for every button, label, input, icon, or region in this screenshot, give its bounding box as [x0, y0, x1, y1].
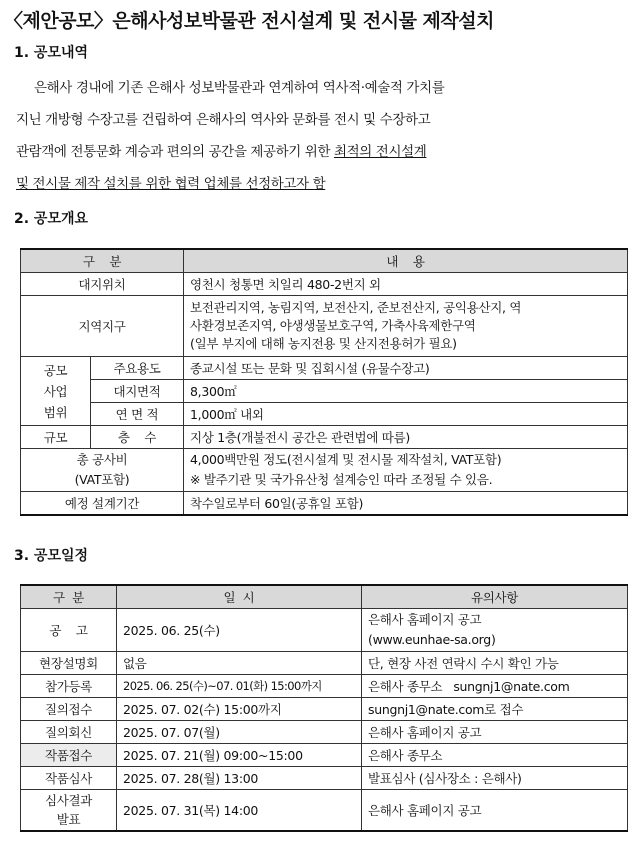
floor-area-value: 1,000㎡ 내외	[184, 403, 628, 426]
cost-label	[21, 449, 184, 492]
section-1-heading: 1. 공모내역	[14, 45, 89, 61]
schedule-label: 작품접수	[21, 744, 117, 767]
schedule-date: 2025. 07. 07(월)	[117, 721, 362, 744]
intro-line-3-underlined: 최적의 전시설계	[333, 144, 427, 160]
schedule-note: 발표심사 (심사장소 : 은해사)	[362, 767, 628, 790]
table-row	[21, 790, 628, 832]
table-row	[21, 744, 628, 767]
schedule-label-line: 발표	[56, 812, 81, 827]
period-value: 착수일로부터 60일(공휴일 포함)	[184, 492, 628, 516]
schedule-date: 2025. 07. 28(월) 13:00	[117, 767, 362, 790]
scope-label	[21, 357, 91, 426]
scope-label-line: 범위	[43, 404, 68, 420]
cost-line: ※ 발주기관 및 국가유산청 설계승인 따라 조정될 수 있음.	[190, 472, 493, 487]
schedule-label-line: 심사결과	[44, 793, 93, 808]
table-row	[21, 652, 628, 675]
zone-value	[184, 296, 628, 357]
schedule-date: 2025. 07. 02(수) 15:00까지	[117, 698, 362, 721]
intro-line-3	[16, 140, 426, 160]
page-title: 〈제안공모〉은해사성보박물관 전시설계 및 전시물 제작설치	[4, 10, 494, 32]
intro-line-3-text: 관람객에 전통문화 계승과 편의의 공간을 제공하기 위한	[16, 144, 334, 160]
cost-label-line: 총 공사비	[76, 452, 128, 467]
scope-label-line: 사업	[43, 383, 68, 399]
cost-label-line: (VAT포함)	[74, 472, 130, 487]
area-label: 대지면적	[91, 380, 184, 403]
table-row	[21, 721, 628, 744]
schedule-date: 2025. 07. 21(월) 09:00~15:00	[117, 744, 362, 767]
intro-line-4: 및 전시물 제작 설치를 위한 협력 업체를 선정하고자 함	[16, 176, 326, 192]
schedule-label: 현장설명회	[21, 652, 117, 675]
zone-line: 보전관리지역, 농림지역, 보전산지, 준보전산지, 공익용산지, 역	[190, 300, 522, 315]
schedule-header-note: 유의사항	[362, 585, 628, 609]
schedule-label: 참가등록	[21, 675, 117, 698]
schedule-header-date: 일 시	[117, 585, 362, 609]
overview-header-content: 내 용	[184, 249, 628, 273]
schedule-header-category: 구 분	[21, 585, 117, 609]
cost-line: 4,000백만원 정도(전시설계 및 전시물 제작설치, VAT포함)	[190, 452, 502, 467]
schedule-table	[20, 584, 628, 832]
schedule-note: 단, 현장 사전 연락시 수시 확인 가능	[362, 652, 628, 675]
schedule-date: 2025. 07. 31(목) 14:00	[117, 790, 362, 832]
intro-line-2: 지닌 개방형 수장고를 건립하여 은해사의 역사와 문화를 전시 및 수장하고	[16, 112, 431, 128]
schedule-label: 질의접수	[21, 698, 117, 721]
zone-line: 사환경보존지역, 야생생물보호구역, 가축사육제한구역	[190, 318, 476, 333]
floors-value: 지상 1층(개불전시 공간은 관련법에 따름)	[184, 426, 628, 449]
site-value: 영천시 청통면 치일리 480-2번지 외	[184, 273, 628, 296]
section-2-heading: 2. 공모개요	[14, 211, 89, 227]
schedule-note: 은해사 홈페이지 공고	[362, 790, 628, 832]
note-line: 은해사 홈페이지 공고	[368, 612, 482, 627]
site-label: 대지위치	[21, 273, 184, 296]
intro-line-1: 은해사 경내에 기존 은해사 성보박물관과 연계하여 역사적·예술적 가치를	[34, 80, 445, 96]
overview-table	[20, 248, 628, 516]
scope-label-line: 공모	[43, 362, 68, 378]
use-label: 주요용도	[91, 357, 184, 380]
period-label: 예정 설계기간	[21, 492, 184, 516]
cost-value	[184, 449, 628, 492]
zone-line: (일부 부지에 대해 농지전용 및 산지전용허가 필요)	[190, 336, 457, 351]
zone-label: 지역지구	[21, 296, 184, 357]
schedule-label: 작품심사	[21, 767, 117, 790]
table-row	[21, 675, 628, 698]
schedule-note	[362, 609, 628, 652]
schedule-label: 공 고	[21, 609, 117, 652]
table-row	[21, 698, 628, 721]
area-value: 8,300㎡	[184, 380, 628, 403]
schedule-date: 없음	[117, 652, 362, 675]
section-3-heading: 3. 공모일정	[14, 548, 89, 564]
schedule-note: 은해사 홈페이지 공고	[362, 721, 628, 744]
floor-area-label: 연 면 적	[91, 403, 184, 426]
overview-header-category: 구 분	[21, 249, 184, 273]
schedule-label	[21, 790, 117, 832]
schedule-note: sungnj1@nate.com로 접수	[362, 698, 628, 721]
table-row	[21, 609, 628, 652]
scale-label: 규모	[21, 426, 91, 449]
note-line: (www.eunhae-sa.org)	[368, 632, 496, 647]
schedule-date: 2025. 06. 25(수)	[117, 609, 362, 652]
schedule-date: 2025. 06. 25(수)~07. 01(화) 15:00까지	[117, 675, 362, 698]
schedule-label: 질의회신	[21, 721, 117, 744]
floors-label: 층 수	[91, 426, 184, 449]
use-value: 종교시설 또는 문화 및 집회시설 (유물수장고)	[184, 357, 628, 380]
table-row	[21, 767, 628, 790]
schedule-note: 은해사 종무소 sungnj1@nate.com	[362, 675, 628, 698]
schedule-note: 은해사 종무소	[362, 744, 628, 767]
